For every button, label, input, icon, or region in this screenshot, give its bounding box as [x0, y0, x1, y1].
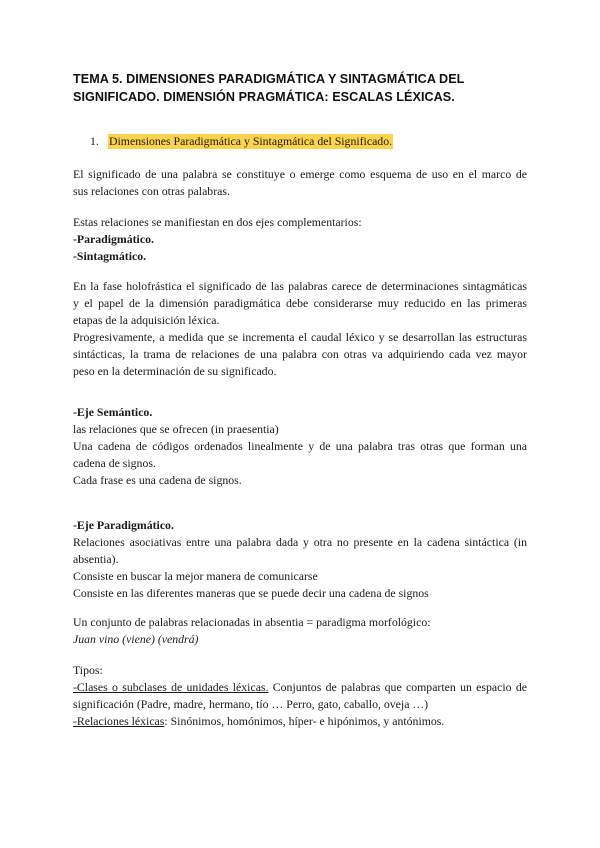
- intro-line-1: El significado de una palabra se constituye o emerge como esquema de uso en el marco de: [73, 167, 527, 181]
- holophrastic-line-3: etapas de la adquisición léxica.: [73, 313, 220, 327]
- title-line-2: SIGNIFICADO. DIMENSIÓN PRAGMÁTICA: ESCALAS LÉXICAS.: [73, 90, 455, 104]
- intro-paragraph: [73, 166, 527, 200]
- types-classes-label: -Clases o subclases de unidades léxicas.: [73, 680, 269, 694]
- semantic-axis-heading-text: -Eje Semántico.: [73, 405, 153, 419]
- semantic-axis-line-1: las relaciones que se ofrecen (in praesentia): [73, 422, 279, 436]
- axes-item-paradigmatic-text: -Paradigmático.: [73, 232, 154, 246]
- holophrastic-line-1: En la fase holofrástica el significado de las palabras carece de determinaciones sintagmáticas: [73, 279, 527, 293]
- paradigm-paragraph: [73, 614, 527, 648]
- semantic-axis-line-3: cadena de signos.: [73, 456, 156, 470]
- holophrastic-paragraph: [73, 278, 527, 380]
- paradigmatic-axis-line-4: Consiste en las diferentes maneras que se puede decir una cadena de signos: [73, 586, 429, 600]
- types-classes-text: Conjuntos de palabras que comparten un espacio de: [268, 680, 527, 694]
- axes-item-syntagmatic: [73, 248, 527, 265]
- paradigmatic-axis-line-2: absentia).: [73, 552, 119, 566]
- axes-item-syntagmatic-text: -Sintagmático.: [73, 249, 147, 263]
- types-relations-text: : Sinónimos, homónimos, híper- e hipónimos, y antónimos.: [164, 714, 445, 728]
- semantic-axis-section: [73, 404, 527, 489]
- axes-lead: Estas relaciones se manifiestan en dos ejes complementarios:: [73, 215, 362, 229]
- axes-paragraph: [73, 214, 527, 265]
- semantic-axis-heading: [73, 404, 527, 421]
- paradigmatic-axis-heading-text: -Eje Paradigmático.: [73, 518, 174, 532]
- semantic-axis-line-2: Una cadena de códigos ordenados linealmente y de una palabra tras otras que forman una: [73, 439, 527, 453]
- holophrastic-line-6: peso en la determinación de su significado.: [73, 364, 277, 378]
- document-title: [73, 70, 533, 106]
- holophrastic-line-4: Progresivamente, a medida que se incrementa el caudal léxico y se desarrollan las estructuras: [73, 330, 527, 344]
- section-number: 1.: [90, 134, 99, 148]
- semantic-axis-line-4: Cada frase es una cadena de signos.: [73, 473, 242, 487]
- intro-line-2: sus relaciones con otras palabras.: [73, 184, 230, 198]
- title-line-1: TEMA 5. DIMENSIONES PARADIGMÁTICA Y SINTAGMÁTICA DEL: [73, 72, 465, 86]
- paradigmatic-axis-line-1: Relaciones asociativas entre una palabra dada y otra no presente en la cadena sintáctica (in: [73, 535, 527, 549]
- holophrastic-line-2: y el papel de la dimensión paradigmática debe considerarse muy reducido en las primeras: [73, 296, 527, 310]
- paradigm-line-1: Un conjunto de palabras relacionadas in absentia = paradigma morfológico:: [73, 615, 431, 629]
- section-heading-highlight: Dimensiones Paradigmática y Sintagmática del Significado.: [109, 134, 393, 148]
- paradigm-example: [73, 631, 527, 648]
- types-classes-line: [73, 679, 527, 696]
- paradigmatic-axis-line-3: Consiste en buscar la mejor manera de comunicarse: [73, 569, 318, 583]
- types-lead: Tipos:: [73, 663, 103, 677]
- types-relations-label: -Relaciones léxicas: [73, 714, 165, 728]
- paradigmatic-axis-heading: [73, 517, 527, 534]
- axes-item-paradigmatic: [73, 231, 527, 248]
- paradigm-example-text: Juan vino (viene) (vendrá): [73, 632, 199, 646]
- section-heading: [90, 134, 393, 149]
- paradigmatic-axis-section: [73, 517, 527, 602]
- holophrastic-line-5: sintácticas, la trama de relaciones de una palabra con otras va adquiriendo cada vez mayor: [73, 347, 527, 361]
- types-section: [73, 662, 527, 730]
- types-classes-line-2: significación (Padre, madre, hermano, tío … Perro, gato, caballo, oveja …): [73, 697, 429, 711]
- types-relations-line: [73, 713, 527, 730]
